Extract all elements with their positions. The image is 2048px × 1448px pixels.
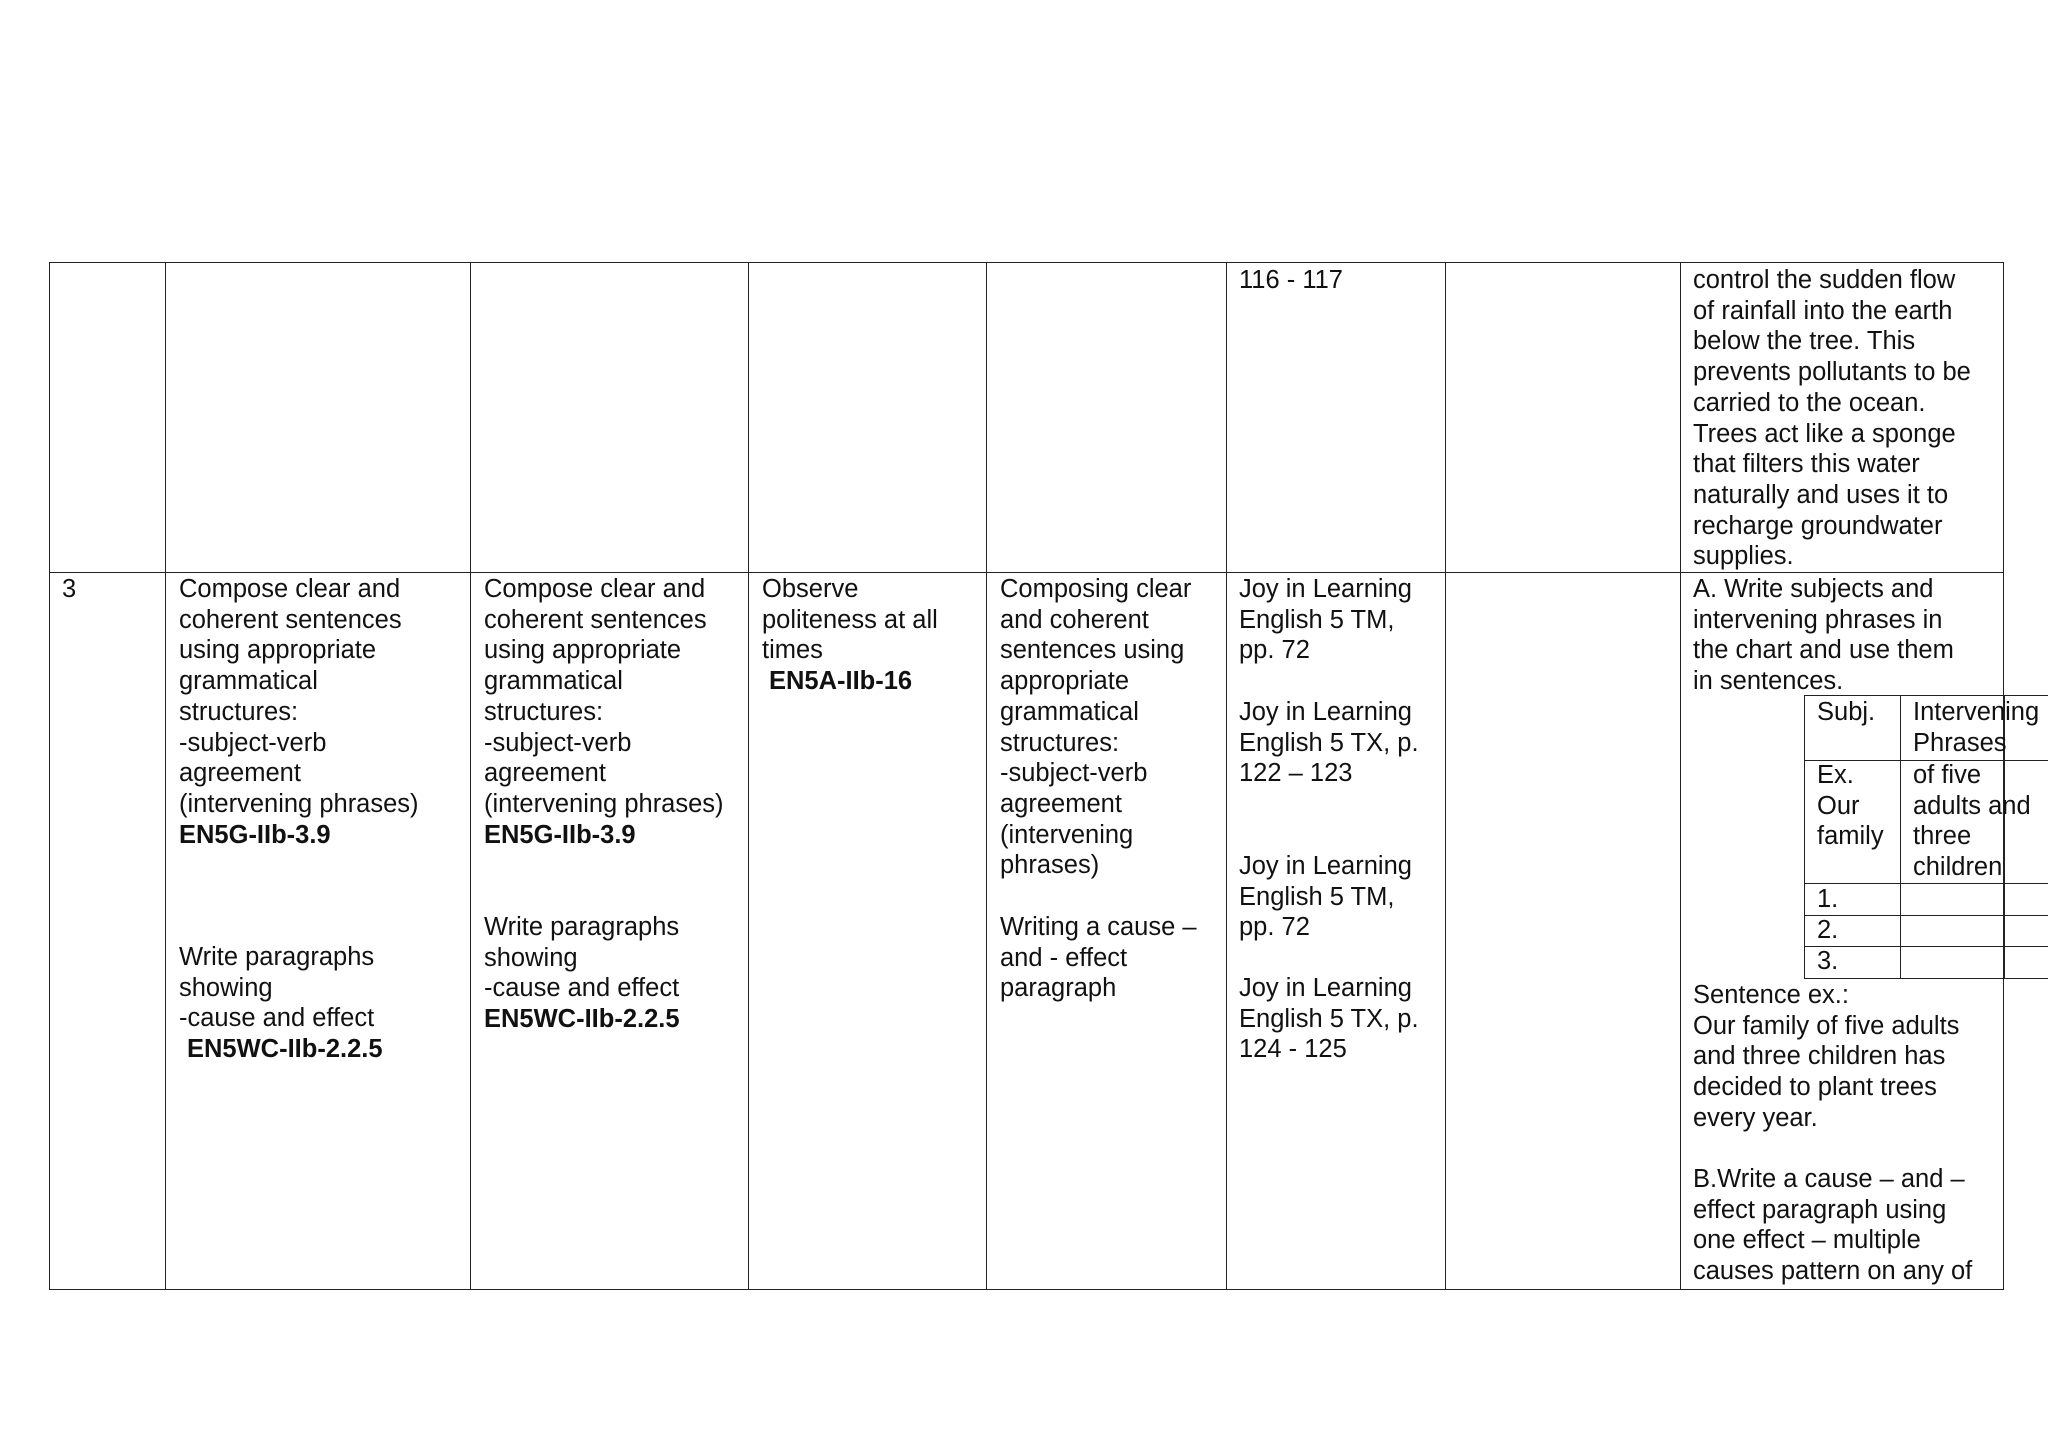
chart-divider [1804, 695, 1805, 979]
objective-code: EN5WC-IIb-2.2.5 [484, 1005, 680, 1033]
objective-text: Write paragraphs showing -cause and effect [484, 913, 680, 1003]
values-code: EN5A-IIb-16 [769, 667, 913, 695]
reference-cell: 116 - 117 [1239, 266, 1343, 294]
chart-row-number: 2. [1817, 916, 1839, 944]
activity-sentence-example: Sentence ex.: Our family of five adults and three children has decided to plant trees every year. [1693, 981, 1960, 1132]
chart-row-number: 1. [1817, 885, 1839, 913]
objective-text: Compose clear and coherent sentences using appropriate grammatical structures: -subject-verb agreement (intervening phrases) [484, 575, 724, 818]
values-text: Observe politeness at all times [762, 575, 938, 665]
chart-divider [1804, 695, 2048, 696]
competency-code: EN5G-IIb-3.9 [179, 821, 331, 849]
reference-text: Joy in Learning English 5 TM, pp. 72 [1239, 575, 1412, 665]
table-divider [470, 263, 471, 1289]
table-divider [986, 263, 987, 1289]
subject-phrase-chart [1804, 695, 2048, 979]
chart-divider [1900, 695, 1901, 979]
activity-cell: control the sudden flow of rainfall into the earth below the tree. This prevents pollutants to be carried to the ocean. Trees act like a sponge that filters this water naturally and uses it to recharge groundwater supplies. [1693, 266, 1971, 571]
reference-text: Joy in Learning English 5 TM, pp. 72 [1239, 852, 1412, 942]
chart-divider [1804, 915, 2048, 916]
chart-divider [1804, 978, 2048, 979]
table-divider [165, 263, 166, 1289]
table-divider [50, 572, 2003, 573]
chart-divider [1804, 946, 2048, 947]
chart-header-phrases: Intervening Phrases [1913, 698, 2040, 757]
table-divider [748, 263, 749, 1289]
chart-header-subject: Subj. [1817, 698, 1876, 726]
table-divider [1226, 263, 1227, 1289]
table-divider [1445, 263, 1446, 1289]
content-text: Composing clear and coherent sentences using appropriate grammatical structures: -subject-verb agreement (intervening phrases) [1000, 575, 1192, 880]
chart-example-subject: Ex. Our family [1817, 761, 1884, 851]
chart-row-number: 3. [1817, 947, 1839, 975]
objective-code: EN5G-IIb-3.9 [484, 821, 636, 849]
content-text: Writing a cause – and - effect paragraph [1000, 913, 1197, 1003]
chart-divider [1804, 883, 2048, 884]
table-divider [1680, 263, 1681, 1289]
competency-code: EN5WC-IIb-2.2.5 [187, 1035, 383, 1063]
week-number: 3 [62, 575, 77, 603]
chart-example-phrase: of five adults and three children [1913, 761, 2031, 882]
competency-text: Write paragraphs showing -cause and effect [179, 943, 375, 1033]
competency-text: Compose clear and coherent sentences using appropriate grammatical structures: -subject-verb agreement (intervening phrases) [179, 575, 419, 818]
reference-text: Joy in Learning English 5 TX, p. 124 - 125 [1239, 974, 1419, 1064]
activity-text: A. Write subjects and intervening phrases in the chart and use them in sentences. [1693, 575, 1954, 696]
reference-text: Joy in Learning English 5 TX, p. 122 – 123 [1239, 698, 1419, 788]
activity-text: B.Write a cause – and – effect paragraph using one effect – multiple causes pattern on any of [1693, 1165, 1973, 1286]
